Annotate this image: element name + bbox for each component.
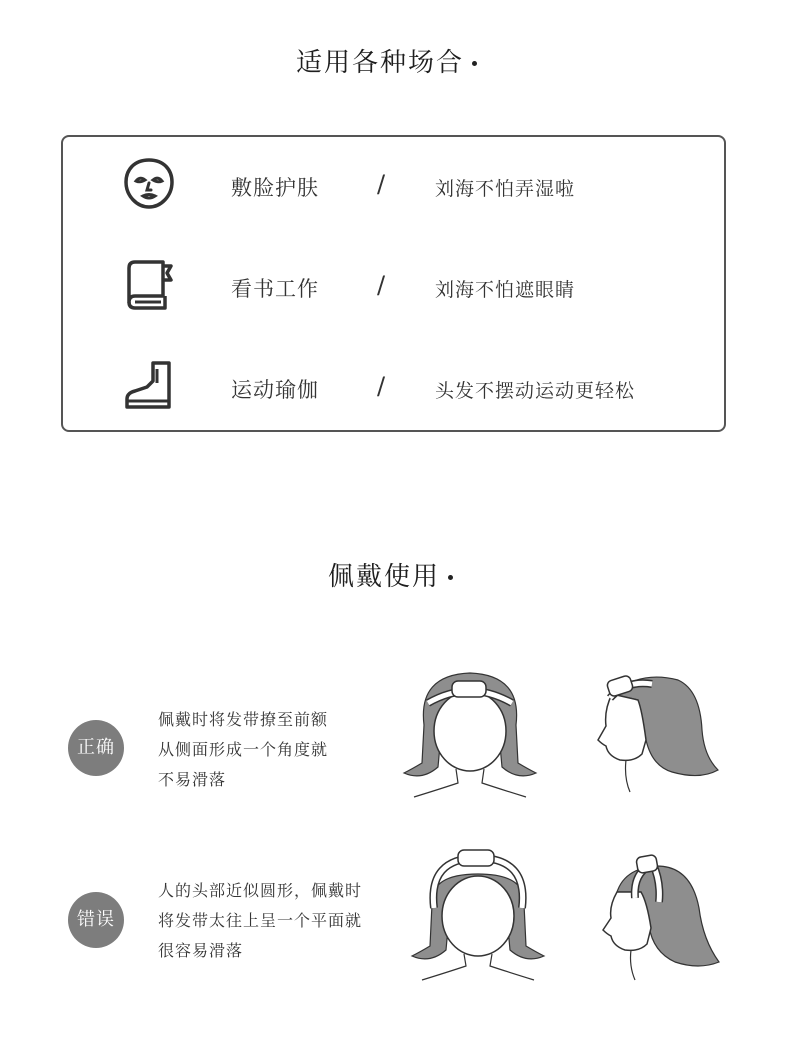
occasion-row-reading (63, 244, 728, 324)
correct-badge: 正确 (68, 720, 124, 776)
tip-line: 不易滑落 (158, 770, 227, 789)
occasion-name: 敷脸护肤 (231, 176, 319, 200)
occasions-panel (61, 135, 726, 432)
correct-tip (158, 705, 328, 795)
occasion-name: 运动瑜伽 (231, 378, 319, 402)
title-dot (472, 61, 477, 66)
tip-line: 从侧面形成一个角度就 (158, 740, 329, 759)
tip-line: 佩戴时将发带撩至前额 (158, 710, 329, 729)
wrong-front-illustration (408, 848, 548, 983)
tip-line: 很容易滑落 (158, 941, 244, 960)
correct-front-illustration (400, 665, 540, 800)
occasion-row-sports (63, 345, 728, 425)
occasion-desc: 头发不摆动运动更轻松 (435, 380, 636, 402)
separator: / (377, 271, 386, 299)
wrong-badge: 错误 (68, 892, 124, 948)
wrong-side-illustration (595, 852, 725, 982)
section-title-text: 佩戴使用 (328, 562, 441, 592)
book-icon (121, 256, 177, 312)
tip-line: 将发带太往上呈一个平面就 (158, 911, 363, 930)
wrong-tip (158, 876, 362, 966)
occasion-desc: 刘海不怕弄湿啦 (435, 178, 576, 200)
section-title-wearing (328, 556, 453, 593)
occasion-desc: 刘海不怕遮眼睛 (435, 279, 576, 301)
separator: / (377, 170, 386, 198)
occasion-row-skincare (63, 143, 728, 223)
section-title-text: 适用各种场合 (296, 48, 465, 78)
boot-icon (121, 357, 177, 413)
occasion-name: 看书工作 (231, 277, 319, 301)
section-title-occasions (296, 42, 477, 79)
separator: / (377, 372, 386, 400)
title-dot (448, 575, 453, 580)
correct-side-illustration (590, 670, 725, 795)
face-mask-icon (121, 155, 177, 211)
tip-line: 人的头部近似圆形，佩戴时 (158, 881, 363, 900)
